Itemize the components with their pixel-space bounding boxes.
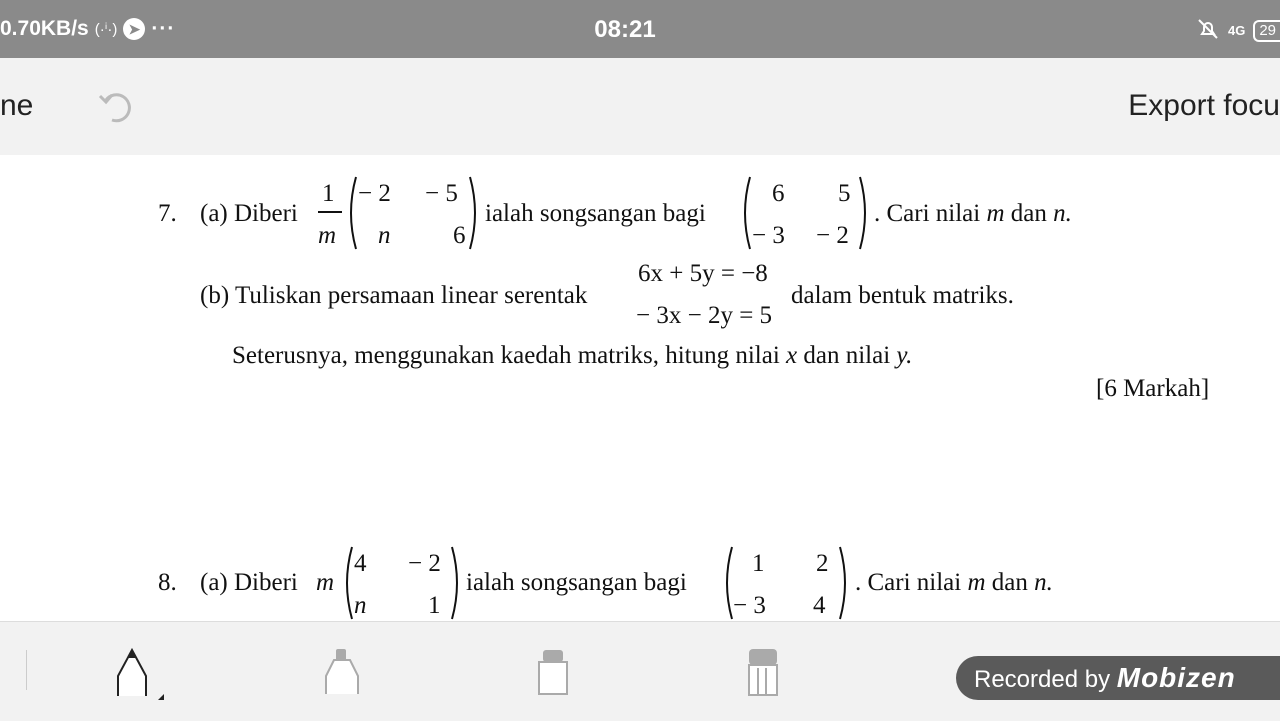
marker-tool-icon[interactable] bbox=[322, 646, 364, 701]
q7-m2-c: − 3 bbox=[752, 222, 785, 249]
q7b-var-y: y. bbox=[896, 342, 913, 369]
q7b-eq1: 6x + 5y = −8 bbox=[638, 260, 768, 287]
status-right bbox=[1196, 17, 1280, 44]
q7-m1-a: − 2 bbox=[358, 180, 391, 207]
q8-m1-right-paren bbox=[450, 545, 464, 621]
q8-m2-b: 2 bbox=[816, 550, 829, 577]
q7-m1-b: − 5 bbox=[425, 180, 458, 207]
q7-frac-den: m bbox=[318, 222, 337, 249]
network-type: 4G bbox=[1227, 23, 1246, 38]
watermark-prefix: Recorded by bbox=[974, 666, 1111, 693]
q7a-end-text: . Cari nilai bbox=[874, 200, 981, 227]
q7a-var-n: n. bbox=[1053, 200, 1072, 227]
q8-m1-d: 1 bbox=[428, 592, 441, 619]
q7-m2-d: − 2 bbox=[816, 222, 849, 249]
q7-number: 7. bbox=[158, 200, 177, 227]
q8a-end-text: . Cari nilai bbox=[855, 569, 962, 596]
q7a-var-m: m bbox=[986, 200, 1005, 227]
network-speed: 0.70KB/s bbox=[0, 17, 89, 40]
q7-m2-a: 6 bbox=[772, 180, 785, 207]
more-icon: ··· bbox=[151, 17, 176, 40]
q7-frac-num: 1 bbox=[322, 180, 335, 207]
q8a-var-n: n. bbox=[1034, 569, 1053, 596]
q7b-eq2: − 3x − 2y = 5 bbox=[636, 302, 773, 329]
q7-m2-b: 5 bbox=[838, 180, 851, 207]
q8-number: 8. bbox=[158, 569, 177, 596]
q7b-end: dalam bentuk matriks. bbox=[791, 282, 1014, 309]
q8-m2-d: 4 bbox=[813, 592, 826, 619]
document-page bbox=[0, 155, 1280, 621]
q8-scalar: m bbox=[316, 569, 335, 596]
app-toolbar bbox=[0, 58, 1280, 155]
q7b-line2 bbox=[232, 343, 912, 368]
q7b-var-x: x bbox=[786, 342, 798, 369]
q8a-and: dan bbox=[991, 569, 1028, 596]
q7a-end bbox=[874, 201, 1072, 226]
q7-m1-d: 6 bbox=[453, 222, 466, 249]
q8a-var-m: m bbox=[967, 569, 986, 596]
q7-m2-left-paren bbox=[738, 175, 752, 251]
toolbar-divider bbox=[26, 650, 27, 690]
clock: 08:21 bbox=[594, 16, 656, 43]
q8-m1-c: n bbox=[354, 592, 367, 619]
recording-watermark bbox=[956, 656, 1280, 700]
q7a-and: dan bbox=[1010, 200, 1047, 227]
q8a-mid: ialah songsangan bagi bbox=[466, 569, 687, 596]
q8-m2-c: − 3 bbox=[733, 592, 766, 619]
mute-alarm-icon bbox=[1196, 17, 1220, 44]
highlighter-tool-icon[interactable] bbox=[536, 646, 570, 701]
q8-m2-right-paren bbox=[838, 545, 852, 621]
undo-icon[interactable] bbox=[98, 86, 138, 131]
watermark-brand: Mobizen bbox=[1116, 662, 1236, 693]
status-bar bbox=[0, 0, 1280, 58]
hotspot-icon: (·ⁱ·) bbox=[94, 21, 118, 38]
export-focus-button[interactable]: Export focu bbox=[1128, 89, 1280, 122]
battery-level: 29 bbox=[1253, 20, 1280, 42]
q7b-line2-text: Seterusnya, menggunakan kaedah matriks, hitung nilai bbox=[232, 342, 780, 369]
q7a-mid: ialah songsangan bagi bbox=[485, 200, 706, 227]
q8-m1-a: 4 bbox=[354, 550, 367, 577]
eraser-tool-icon[interactable] bbox=[746, 646, 780, 701]
q8a-end bbox=[855, 570, 1053, 595]
q7b-label: (b) Tuliskan persamaan linear serentak bbox=[200, 282, 588, 309]
q8a-label: (a) Diberi bbox=[200, 569, 298, 596]
compass-icon: ➤ bbox=[123, 18, 145, 40]
q7-m1-c: n bbox=[378, 222, 391, 249]
q7-m1-right-paren bbox=[468, 175, 482, 251]
q7-marks: [6 Markah] bbox=[1096, 375, 1210, 402]
q7a-label: (a) Diberi bbox=[200, 200, 298, 227]
q7-frac-line bbox=[318, 211, 342, 213]
q7-m2-right-paren bbox=[858, 175, 872, 251]
q8-m2-a: 1 bbox=[752, 550, 765, 577]
q8-m2-left-paren bbox=[720, 545, 734, 621]
done-button[interactable]: ne bbox=[0, 89, 34, 122]
q8-m1-left-paren bbox=[340, 545, 354, 621]
q8-m1-b: − 2 bbox=[408, 550, 441, 577]
q7-m1-left-paren bbox=[344, 175, 358, 251]
q7b-and-nilai: dan nilai bbox=[803, 342, 891, 369]
pen-tool-icon[interactable] bbox=[114, 646, 170, 711]
